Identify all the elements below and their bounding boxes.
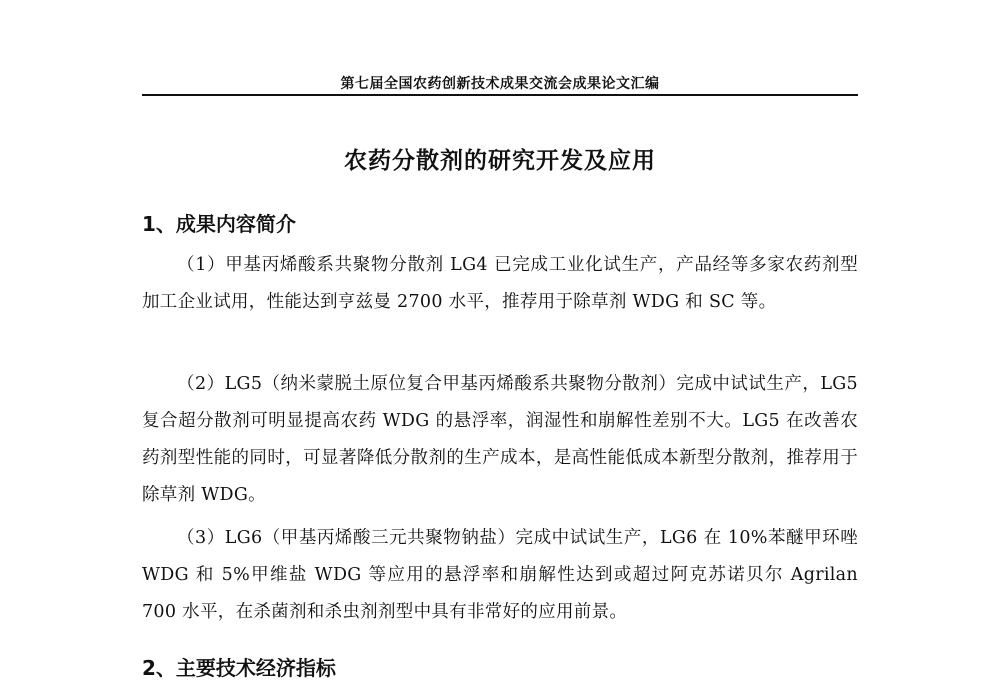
header-rule bbox=[142, 94, 858, 96]
article-title: 农药分散剂的研究开发及应用 bbox=[344, 148, 656, 174]
section-heading-1: 1、成果内容简介 bbox=[142, 212, 296, 236]
paragraph-3: （3）LG6（甲基丙烯酸三元共聚物钠盐）完成中试试生产，LG6 在 10%苯醚甲环唑 WDG 和 5%甲维盐 WDG 等应用的悬浮率和崩解性达到或超过阿克苏诺贝尔 Agrilan 700 水平，在杀菌剂和杀虫剂剂型中具有非常好的应用前景。 bbox=[142, 528, 858, 622]
paragraph-1: （1）甲基丙烯酸系共聚物分散剂 LG4 已完成工业化试生产，产品经等多家农药剂型加工企业试用，性能达到亨兹曼 2700 水平，推荐用于除草剂 WDG 和 SC 等。 bbox=[142, 255, 858, 312]
running-header: 第七届全国农药创新技术成果交流会成果论文汇编 bbox=[340, 76, 660, 92]
section-heading-2: 2、主要技术经济指标 bbox=[142, 656, 336, 680]
paragraph-2: （2）LG5（纳米蒙脱土原位复合甲基丙烯酸系共聚物分散剂）完成中试试生产，LG5 复合超分散剂可明显提高农药 WDG 的悬浮率，润湿性和崩解性差别不大。LG5 在改善农药剂型性能的同时，可显著降低分散剂的生产成本，是高性能低成本新型分散剂，推荐用于除草剂 WDG。 bbox=[142, 374, 858, 505]
